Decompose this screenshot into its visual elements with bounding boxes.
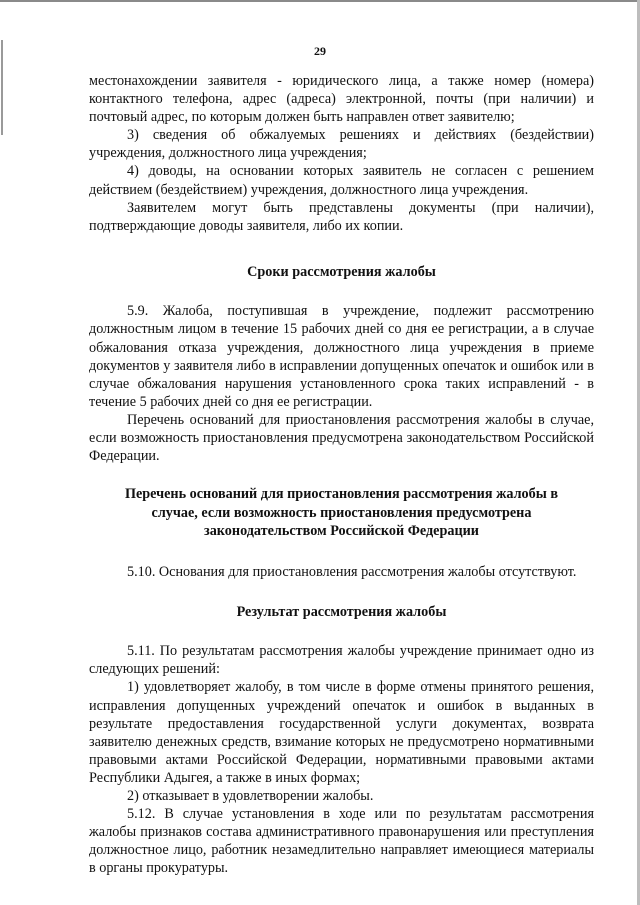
section1-paragraph-2: Перечень оснований для приостановления рассмотрения жалобы в случае, если возможность приостановления предусмотрена законодательством Российской Федерации. xyxy=(89,411,594,465)
section3-paragraph-3: 2) отказывает в удовлетворении жалобы. xyxy=(127,788,374,805)
section3-paragraph-1: 5.11. По результатам рассмотрения жалобы учреждение принимает одно из следующих решений: xyxy=(89,643,594,678)
section3-paragraph-2: 1) удовлетворяет жалобу, в том числе в форме отмены принятого решения, исправления допущенных учреждений опечаток и ошибок в выданных в результате предоставления государственной услуги документах, возврата заявителю денежных средств, взимание которых не предусмотрено нормативными правовыми актами Российской Федерации, нормативными правовыми актами Республики Адыгея, а также в иных формах; xyxy=(89,679,594,786)
section1-paragraph-1: 5.9. Жалоба, поступившая в учреждение, подлежит рассмотрению должностным лицом в течение 15 рабочих дней со дня ее регистрации, а в случае обжалования отказа учреждения, должностного лица учреждения в приеме документов у заявителя либо в исправлении допущенных опечаток и ошибок или в случае обжалования нарушения установленного срока таких исправлений - в течение 5 рабочих дней со дня ее регистрации. xyxy=(89,303,594,410)
section-heading-review-terms: Сроки рассмотрения жалобы xyxy=(247,263,436,280)
intro-paragraph-3: 4) доводы, на основании которых заявитель не согласен с решением действием (бездействием) учреждения, должностного лица учреждения. xyxy=(89,163,594,198)
section3-paragraph-4: 5.12. В случае установления в ходе или по результатам рассмотрения жалобы признаков состава административного правонарушения или преступления должностное лицо, работник незамедлительно направляет имеющиеся материалы в органы прокуратуры. xyxy=(89,806,594,877)
heading-line-3: законодательством Российской Федерации xyxy=(204,523,479,540)
section2-paragraph-1: 5.10. Основания для приостановления рассмотрения жалобы отсутствуют. xyxy=(127,563,577,580)
section-heading-suspension-grounds xyxy=(89,485,594,541)
intro-paragraph-2: 3) сведения об обжалуемых решениях и действиях (бездействии) учреждения, должностного лица учреждения; xyxy=(89,127,594,162)
heading-line-1: Перечень оснований для приостановления рассмотрения жалобы в xyxy=(124,486,559,503)
document-body xyxy=(89,72,594,878)
intro-paragraph-4: Заявителем могут быть представлены документы (при наличии), подтверждающие доводы заявителя, либо их копии. xyxy=(89,199,594,234)
page-top-edge xyxy=(0,0,640,2)
heading-line-2: случае, если возможность приостановления предусмотрена xyxy=(151,504,532,521)
intro-paragraph-1: местонахождении заявителя - юридического лица, а также номер (номера) контактного телефона, адрес (адреса) электронной, почты (при наличии) и почтовый адрес, по которым должен быть направлен ответ заявителю; xyxy=(89,73,594,126)
page-number: 29 xyxy=(314,44,326,58)
section-heading-review-result: Результат рассмотрения жалобы xyxy=(236,603,447,620)
